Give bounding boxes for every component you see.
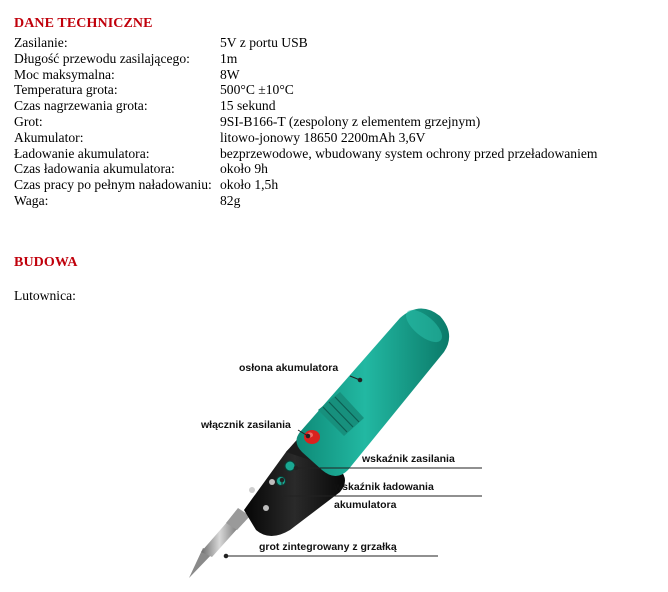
spec-label: Czas nagrzewania grota: — [14, 98, 148, 114]
spec-label: Czas ładowania akumulatora: — [14, 161, 175, 177]
soldering-tip — [189, 508, 250, 578]
callout-power-switch: włącznik zasilania — [201, 419, 291, 431]
spec-label: Grot: — [14, 114, 43, 129]
spec-value: 1m — [220, 50, 238, 66]
subheading-soldering-iron: Lutownica: — [14, 288, 76, 303]
spec-value: około 1,5h — [220, 177, 279, 193]
spec-value: 8W — [220, 66, 240, 82]
power-indicator-led — [285, 461, 295, 471]
spec-value: 5V z portu USB — [220, 35, 308, 50]
heading-technical-data: DANE TECHNICZNE — [14, 16, 153, 31]
callout-battery-cover: osłona akumulatora — [239, 362, 339, 374]
spec-label: Akumulator: — [14, 129, 84, 145]
spec-value: 9SI-B166-T (zespolony z elementem grzejnym) — [220, 114, 481, 129]
spec-label: Ładowanie akumulatora: — [14, 145, 150, 161]
spec-label: Długość przewodu zasilającego: — [14, 50, 190, 66]
spec-label: Temperatura grota: — [14, 82, 118, 98]
spec-value: 15 sekund — [220, 98, 276, 114]
spec-label: Waga: — [14, 193, 49, 208]
callout-charge-indicator-line2: akumulatora — [334, 499, 397, 511]
spec-value: 82g — [220, 193, 241, 208]
callout-tip: grot zintegrowany z grzałką — [259, 541, 397, 553]
spec-value: litowo-jonowy 18650 2200mAh 3,6V — [220, 129, 426, 145]
teal-battery-cover — [296, 304, 449, 476]
callout-charge-indicator-line1: wskaźnik ładowania — [334, 481, 434, 493]
callout-power-indicator: wskaźnik zasilania — [362, 453, 455, 465]
spec-value: około 9h — [220, 161, 268, 177]
spec-label: Zasilanie: — [14, 35, 68, 50]
spec-label: Czas pracy po pełnym naładowaniu: — [14, 177, 212, 193]
heading-construction: BUDOWA — [14, 255, 78, 270]
spec-value: 500°C ±10°C — [220, 82, 294, 98]
spec-label: Moc maksymalna: — [14, 66, 115, 82]
spec-value: bezprzewodowe, wbudowany system ochrony przed przeładowaniem — [220, 145, 598, 161]
